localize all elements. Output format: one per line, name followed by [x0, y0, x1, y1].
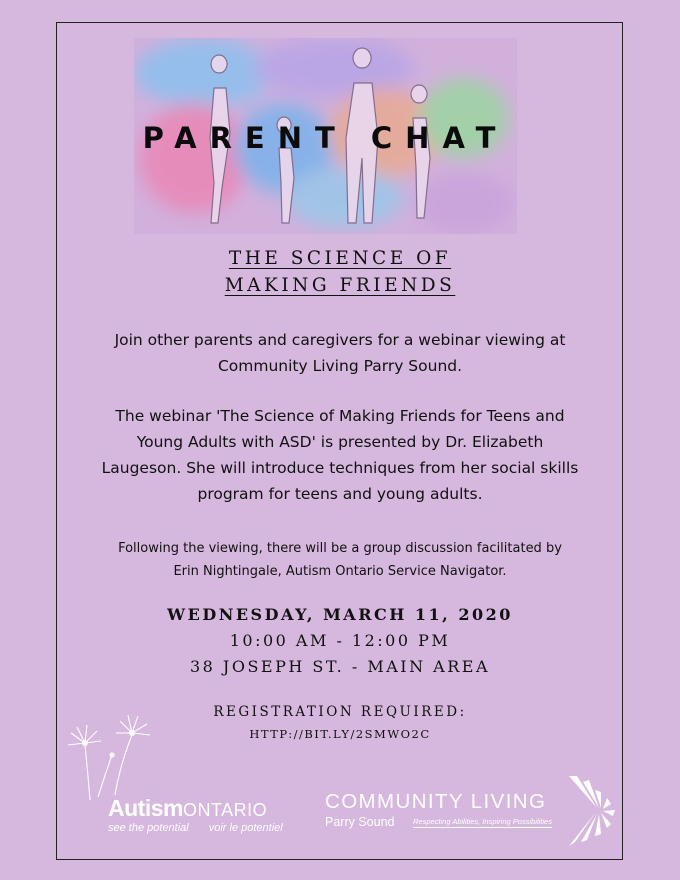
description-line-1: The webinar 'The Science of Making Friends for Teens and — [115, 407, 565, 425]
description-line-4: program for teens and young adults. — [197, 485, 483, 503]
registration-label: REGISTRATION REQUIRED: — [213, 704, 467, 720]
intro-paragraph — [70, 327, 610, 379]
autism-ontario-wordmark — [108, 795, 267, 822]
community-living-title: COMMUNITY LIVING — [325, 790, 547, 813]
sunburst-icon — [563, 768, 617, 848]
registration-link[interactable]: HTTP://BIT.LY/2SMWO2C — [249, 727, 431, 741]
webinar-title — [0, 245, 680, 299]
tagline-english: see the potential — [108, 822, 189, 834]
autism-ontario-tagline — [108, 822, 283, 834]
dandelion-icon — [60, 705, 170, 805]
intro-line-1: Join other parents and caregivers for a webinar viewing at — [114, 331, 566, 349]
description-paragraph — [70, 403, 610, 507]
event-address: 38 JOSEPH ST. - MAIN AREA — [189, 657, 491, 676]
webinar-title-line-1: THE SCIENCE OF — [228, 248, 452, 269]
followup-paragraph — [70, 537, 610, 583]
hero-banner — [134, 38, 517, 234]
autism-ontario-logo — [60, 705, 310, 845]
community-living-location: Parry Sound — [325, 815, 395, 829]
webinar-title-line-2: MAKING FRIENDS — [224, 275, 456, 296]
description-line-3: Laugeson. She will introduce techniques from her social skills — [101, 459, 579, 477]
tagline-french: voir le potentiel — [208, 822, 283, 834]
intro-line-2: Community Living Parry Sound. — [217, 357, 463, 375]
ontario-word: ONTARIO — [182, 800, 268, 820]
description-line-2: Young Adults with ASD' is presented by Dr. Elizabeth — [136, 433, 544, 451]
followup-line-2: Erin Nightingale, Autism Ontario Service Navigator. — [173, 564, 507, 579]
community-living-motto: Respecting Abilities, Inspiring Possibilities — [413, 817, 552, 826]
community-living-logo — [325, 768, 620, 853]
followup-line-1: Following the viewing, there will be a group discussion facilitated by — [118, 541, 562, 556]
event-series-title: PARENT CHAT — [142, 121, 509, 155]
autism-word: Autism — [108, 795, 183, 821]
event-date: WEDNESDAY, MARCH 11, 2020 — [167, 605, 513, 624]
event-time: 10:00 AM - 12:00 PM — [229, 631, 451, 650]
